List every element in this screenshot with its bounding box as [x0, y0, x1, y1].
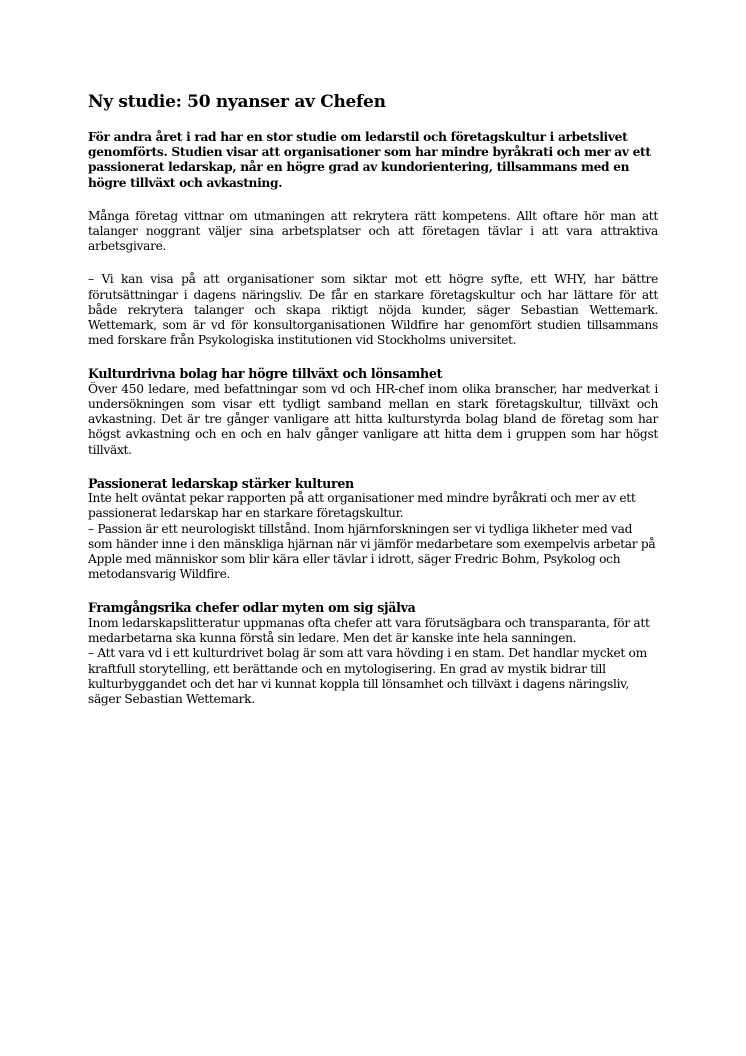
- section-growth-profitability: [88, 366, 658, 457]
- article-lead: För andra året i rad har en stor studie om ledarstil och företagskultur i arbetslivet genomförts. Studien visar att organisationer som har mindre byråkrati och mer av ett passionerat ledarskap, når en högre grad av kundorientering, tillsammans med en högre tillväxt och avkastning.: [88, 130, 651, 190]
- intro-paragraph-1: Många företag vittnar om utmaningen att rekrytera rätt kompetens. Allt oftare hör man att talanger noggrant väljer sina arbetsplatser och att företagen tävlar i att vara attraktiva arbetsgivare.: [88, 208, 658, 254]
- section-paragraph: Över 450 ledare, med befattningar som vd och HR-chef inom olika branscher, har medverkat i undersökningen som visar ett tydligt samband mellan en stark företagskultur, tillväxt och avkastning. Det är tre gånger vanligare att hitta kulturstyrda bolag bland de företag som har högst avkastning och en och en halv gånger vanligare att hitta dem i gruppen som har högst tillväxt.: [88, 381, 658, 457]
- intro-paragraph-2: – Vi kan visa på att organisationer som siktar mot ett högre syfte, ett WHY, har bättre förutsättningar i dagens näringsliv. De får en starkare företagskultur och har lättare för att både rekrytera talanger och skapa riktigt nöjda kunder, säger Sebastian Wettemark. Wettemark, som är vd för konsultorganisationen Wildfire har genomfört studien tillsammans med forskare från Psykologiska institutionen vid Stockholms universitet.: [88, 272, 658, 348]
- section-heading: Framgångsrika chefer odlar myten om sig själva: [88, 600, 416, 616]
- section-successful-managers: [88, 600, 658, 707]
- section-heading: Passionerat ledarskap stärker kulturen: [88, 475, 354, 491]
- section-paragraph: – Att vara vd i ett kulturdrivet bolag är som att vara hövding i en stam. Det handlar mycket om kraftfull storytelling, ett berättande och en mytologisering. En grad av mystik bidrar till kulturbyggandet och det har vi kunnat koppla till lönsamhet och tillväxt i dagens näringsliv, säger Sebastian Wettemark.: [88, 646, 647, 706]
- document-page: [88, 91, 658, 725]
- article-title: Ny studie: 50 nyanser av Chefen: [88, 92, 386, 112]
- section-paragraph: – Passion är ett neurologiskt tillstånd. Inom hjärnforskningen ser vi tydliga likheter med vad som händer inne i den mänskliga hjärnan när vi jämför medarbetare som exempelvis arbetar på Apple med människor som blir kära eller tävlar i idrott, säger Fredric Bohm, Psykolog och metodansvarig Wildfire.: [88, 521, 656, 582]
- section-paragraph: Inom ledarskapslitteratur uppmanas ofta chefer att vara förutsägbara och transparanta, för att medarbetarna ska kunna förstå sin ledare. Men det är kanske inte hela sanningen.: [88, 615, 650, 646]
- section-passionate-leadership: [88, 476, 658, 583]
- section-heading: Kulturdrivna bolag har högre tillväxt och lönsamhet: [88, 366, 443, 382]
- section-paragraph: Inte helt oväntat pekar rapporten på att organisationer med mindre byråkrati och mer av ett passionerat ledarskap har en starkare företagskultur.: [88, 491, 636, 521]
